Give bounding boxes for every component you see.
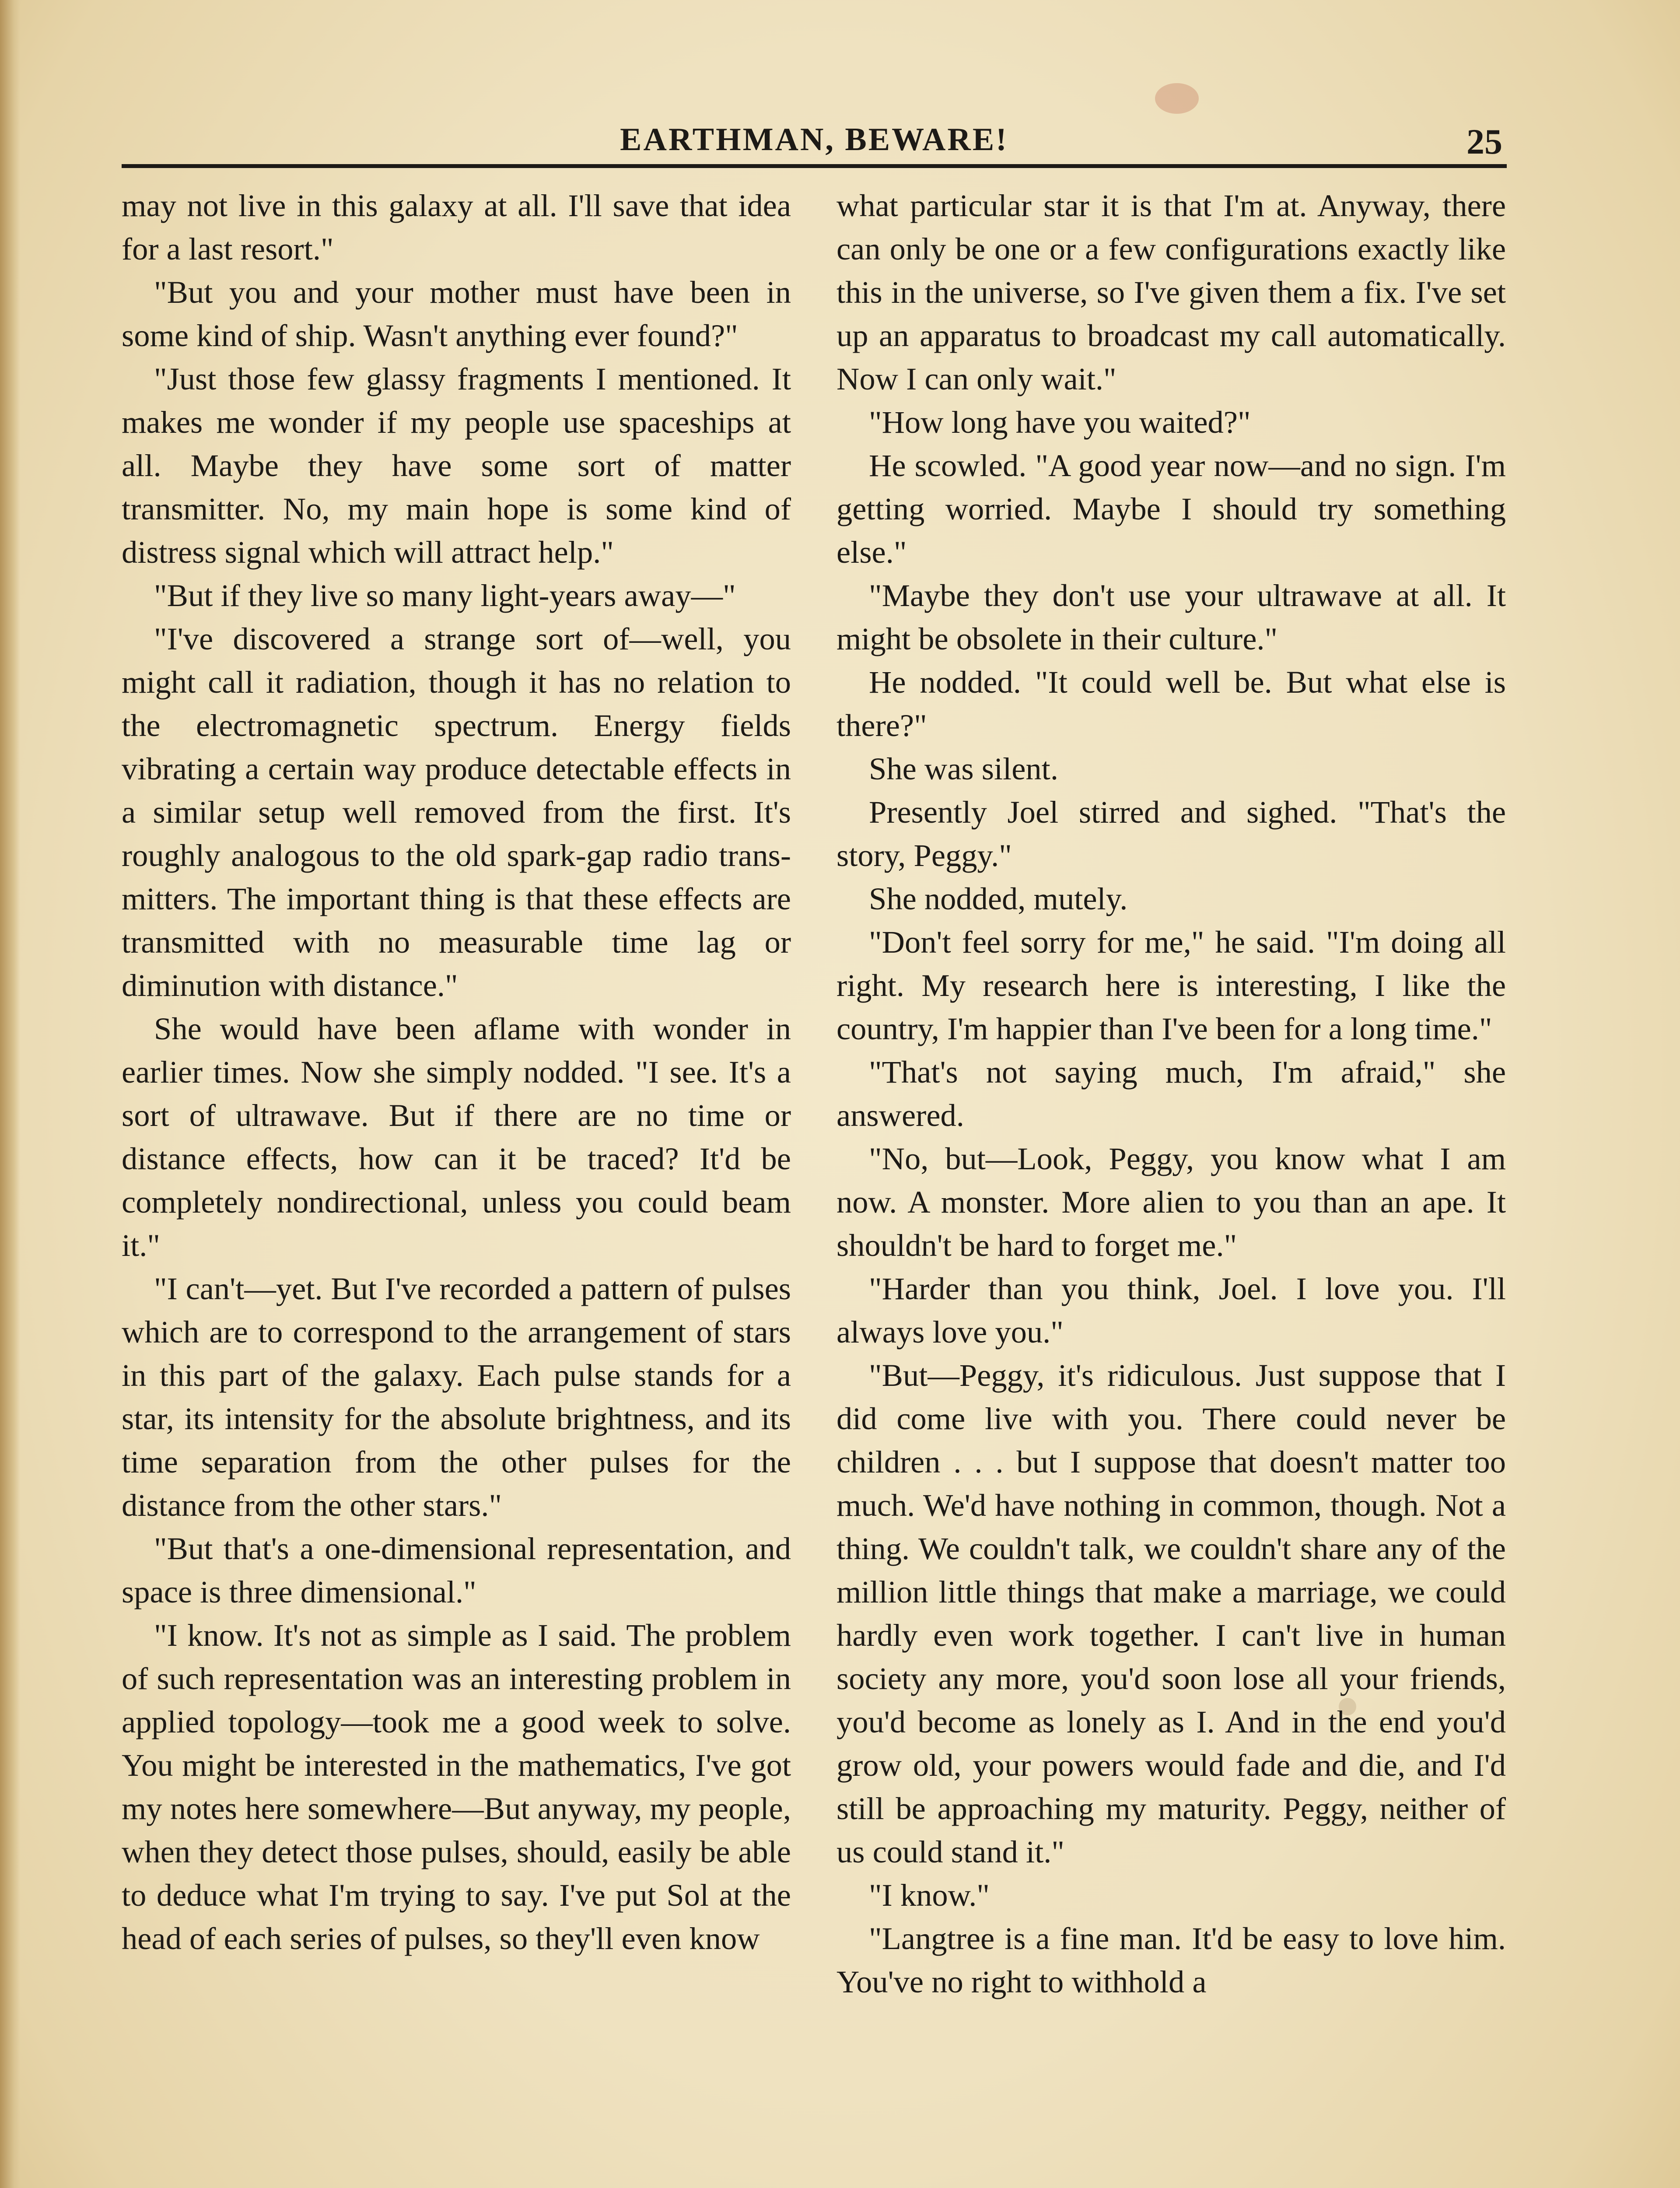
paragraph: "Don't feel sorry for me," he said. "I'm doing all right. My research here is interesting, I like the country, I'm happier than I've been for a long time." [836,924,1506,1046]
paragraph: "Langtree is a fine man. It'd be easy to love him. You've no right to withhold a [836,1921,1506,1999]
paragraph: "That's not saying much, I'm afraid," she answered. [836,1054,1506,1133]
paragraph: "But you and your mother must have been in some kind of ship. Wasn't anything ever found?" [122,274,791,353]
paragraph: "I can't—yet. But I've recorded a pattern of pulses which are to correspond to the arrangement of stars in this part of the galaxy. Each pulse stands for a star, its intensity for the absolute brightness, and its time separation from the other pulses for the distance from the other stars." [122,1271,791,1523]
paragraph: He scowled. "A good year now—and no sign. I'm getting worried. Maybe I should try something else." [836,448,1506,570]
page-left-edge [0,0,20,2188]
paragraph: "Harder than you think, Joel. I love you. I'll always love you." [836,1271,1506,1350]
paragraph: "But if they live so many light-years away—" [154,578,736,613]
paper-stain [1155,83,1199,114]
text-column-left [122,184,791,1960]
paragraph: She would have been aflame with wonder in earlier times. Now she simply nodded. "I see. It's a sort of ultrawave. But if there are no time or distance effects, how can it be traced? It'd be completely nondirectional, unless you could beam it." [122,1011,791,1263]
paragraph: "How long have you waited?" [869,404,1251,440]
running-header [122,112,1507,168]
paragraph: may not live in this galaxy at all. I'll save that idea for a last resort." [122,188,791,266]
paragraph: "But that's a one-dimensional representation, and space is three dimensional." [122,1531,791,1609]
paragraph: "Just those few glassy fragments I mentioned. It makes me wonder if my people use spaceships at all. Maybe they have some sort of matter transmitter. No, my main hope is some kind of distress signal which will attract help." [122,361,791,570]
text-column-right [836,184,1506,2003]
paragraph: He nodded. "It could well be. But what else is there?" [836,664,1506,743]
paragraph: "No, but—Look, Peggy, you know what I am now. A monster. More alien to you than an ape. It shouldn't be hard to forget me." [836,1141,1506,1263]
paragraph: "But—Peggy, it's ridiculous. Just suppose that I did come live with you. There could never be children . . . but I suppose that doesn't matter too much. We'd have nothing in common, though. Not a thing. We couldn't talk, we couldn't share any of the million little things that make a marriage, we could hardly even work together. I can't live in human society any more, you'd soon lose all your friends, you'd become as lonely as I. And in the end you'd grow old, your powers would fade and die, and I'd still be approaching my maturity. Peggy, neither of us could stand it." [836,1357,1506,1869]
paragraph: what particular star it is that I'm at. Anyway, there can only be one or a few configurations exactly like this in the universe, so I've given them a fix. I've set up an apparatus to broadcast my call automatically. Now I can only wait." [836,188,1506,396]
page-number: 25 [1466,122,1502,161]
paragraph: She nodded, mutely. [869,881,1128,916]
running-title: EARTHMAN, BEWARE! [620,122,1008,158]
paragraph: "I've discovered a strange sort of—well, you might call it radiation, though it has no relation to the electromagnetic spectrum. Energy fields vibrating a certain way produce detectable effects in a similar setup well removed from the first. It's roughly analogous to the old spark-gap radio transmitters. The important thing is that these effects are transmitted with no measurable time lag or diminution with distance." [122,621,791,1003]
paragraph: "I know. It's not as simple as I said. The problem of such representation was an interesting problem in applied topology—took me a good week to solve. You might be interested in the mathematics, I've got my notes here somewhere—But anyway, my people, when they detect those pulses, should, easily be able to deduce what I'm trying to say. I've put Sol at the head of each series of pulses, so they'll even know [122,1617,791,1956]
paragraph: "I know." [869,1877,990,1913]
paragraph: "Maybe they don't use your ultrawave at all. It might be obsolete in their culture." [836,578,1506,656]
paragraph: Presently Joel stirred and sighed. "That's the story, Peggy." [836,794,1506,873]
paragraph: She was silent. [869,751,1058,786]
